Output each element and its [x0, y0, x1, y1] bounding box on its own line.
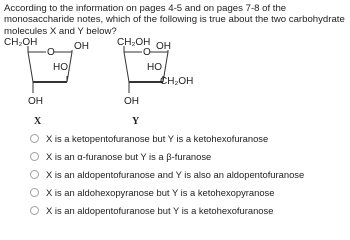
molecule-x-oh-top-label: OH	[74, 41, 89, 52]
molecule-x-ho-label: HO	[53, 62, 68, 73]
molecule-x-ch2oh-label: CH₂OH	[4, 37, 38, 48]
answer-option-label: X is an aldopentofuranose and Y is also an aldopentofuranose	[46, 168, 305, 180]
molecule-x-name: X	[34, 116, 42, 127]
molecule-y-ch2oh-right-label: CH₂OH	[160, 76, 194, 87]
molecule-x-oh-bottom-label: OH	[28, 96, 43, 107]
molecule-y-bond	[124, 52, 129, 82]
molecule-y-oh-top-label: OH	[156, 41, 171, 52]
answer-option-label: X is an aldopentofuranose but Y is a ketohexofuranose	[46, 204, 274, 216]
answer-option-label: X is an α-furanose but Y is a β-furanose	[46, 150, 212, 162]
radio-button[interactable]	[30, 170, 39, 179]
molecule-x-ring-oxygen-label: O	[47, 47, 55, 58]
molecule-y-ring-oxygen-label: O	[143, 47, 151, 58]
radio-button[interactable]	[30, 134, 39, 143]
answer-option-label: X is a ketopentofuranose but Y is a ketohexofuranose	[46, 132, 269, 144]
radio-button[interactable]	[30, 152, 39, 161]
molecule-y-oh-bottom-label: OH	[124, 96, 139, 107]
answer-option-label: X is an aldohexopyranose but Y is a ketohexopyranose	[46, 186, 275, 198]
radio-button[interactable]	[30, 188, 39, 197]
question-text: According to the information on pages 4-5 and on pages 7-8 of the monosaccharide notes, which of the following is true about the two carbohydrate molecules X and Y below?	[4, 3, 345, 37]
molecule-y-name: Y	[132, 116, 140, 127]
radio-button[interactable]	[30, 206, 39, 215]
molecule-y-ho-label: HO	[147, 62, 162, 73]
molecule-y-ch2oh-label: CH₂OH	[117, 37, 151, 48]
molecule-x-bond	[28, 52, 33, 82]
